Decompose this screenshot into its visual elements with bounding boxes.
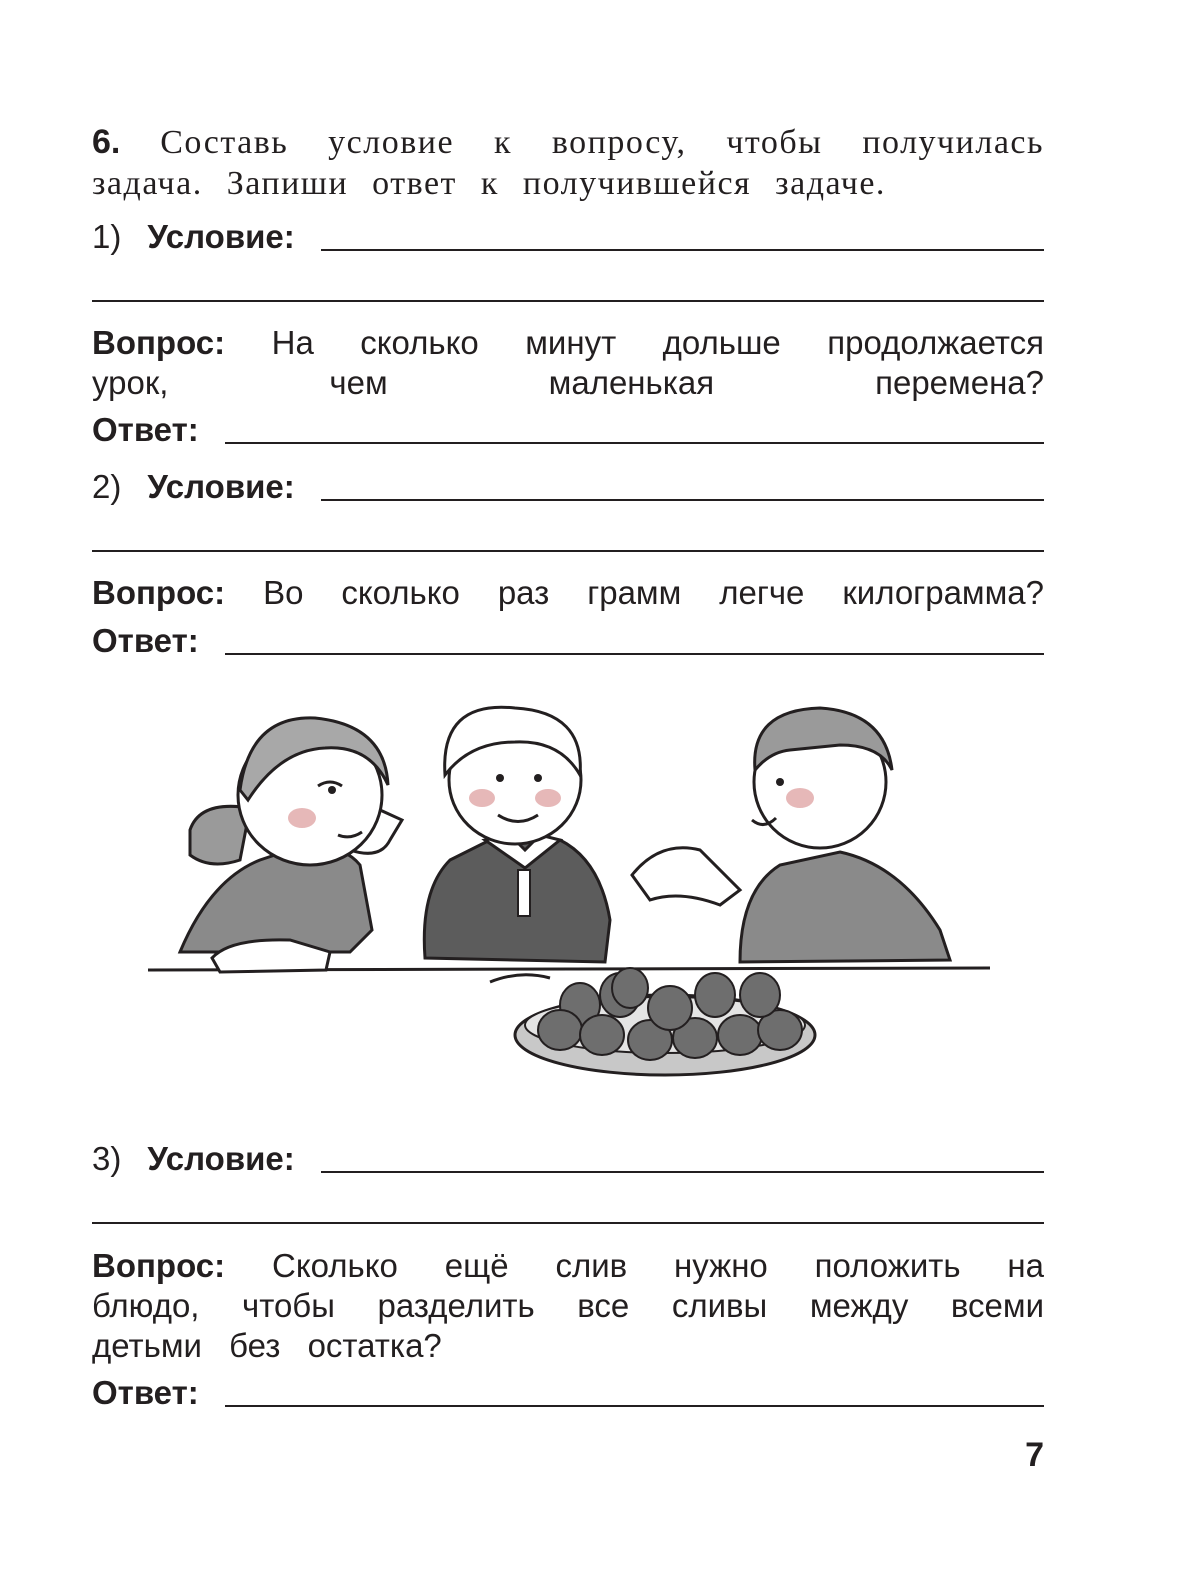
item-1-question <box>92 323 1044 403</box>
item-3-condition-field-line-2[interactable] <box>92 1222 1044 1224</box>
page-number: 7 <box>1025 1436 1044 1474</box>
item-2-answer-field[interactable] <box>225 653 1044 655</box>
item-3-answer-label: Ответ: <box>92 1374 199 1411</box>
item-3-question-label: Вопрос: <box>92 1247 226 1284</box>
item-3-question-text: Сколько ещё слив нужно положить на блюдо, чтобы разделить все сливы между всеми детьми без остатка? <box>92 1247 1044 1364</box>
item-3-condition-row <box>92 1134 1044 1178</box>
item-1-condition-field-line-2[interactable] <box>92 300 1044 302</box>
item-3-condition-field[interactable] <box>321 1171 1044 1173</box>
item-1-answer-row <box>92 405 1044 449</box>
item-2-condition-field[interactable] <box>321 499 1044 501</box>
item-2-answer-label: Ответ: <box>92 622 199 659</box>
item-3-number: 3) <box>92 1140 122 1177</box>
task-number: 6. <box>92 123 121 161</box>
middle-boy-figure <box>424 707 610 982</box>
children-with-plums-illustration <box>140 690 1000 1110</box>
item-2-number: 2) <box>92 468 122 505</box>
girl-figure <box>180 718 402 972</box>
item-1-answer-field[interactable] <box>225 442 1044 444</box>
item-3-answer-row <box>92 1368 1044 1412</box>
item-2-condition-row <box>92 462 1044 506</box>
item-2-answer-row <box>92 616 1044 660</box>
item-1-condition-field[interactable] <box>321 249 1044 251</box>
item-1-condition-row <box>92 212 1044 256</box>
item-2-question-label: Вопрос: <box>92 574 226 611</box>
item-2-condition-field-line-2[interactable] <box>92 550 1044 552</box>
item-2-condition-label: Условие: <box>147 468 295 505</box>
task-text: Составь условие к вопросу, чтобы получилась задача. Запиши ответ к получившейся задаче. <box>92 124 1045 202</box>
item-3-condition-label: Условие: <box>147 1140 295 1177</box>
plate-with-plums <box>515 968 815 1075</box>
item-2-question-text: Во сколько раз грамм легче килограмма? <box>263 574 1045 611</box>
item-2-question <box>92 573 1044 613</box>
task-statement <box>92 122 1044 204</box>
right-boy-figure <box>632 708 950 962</box>
item-1-number: 1) <box>92 218 122 255</box>
item-1-answer-label: Ответ: <box>92 411 199 448</box>
item-1-question-text: На сколько минут дольше продолжается урок, чем маленькая перемена? <box>92 324 1045 401</box>
item-1-condition-label: Условие: <box>147 218 295 255</box>
item-1-question-label: Вопрос: <box>92 324 226 361</box>
item-3-answer-field[interactable] <box>225 1405 1044 1407</box>
item-3-question <box>92 1246 1044 1366</box>
